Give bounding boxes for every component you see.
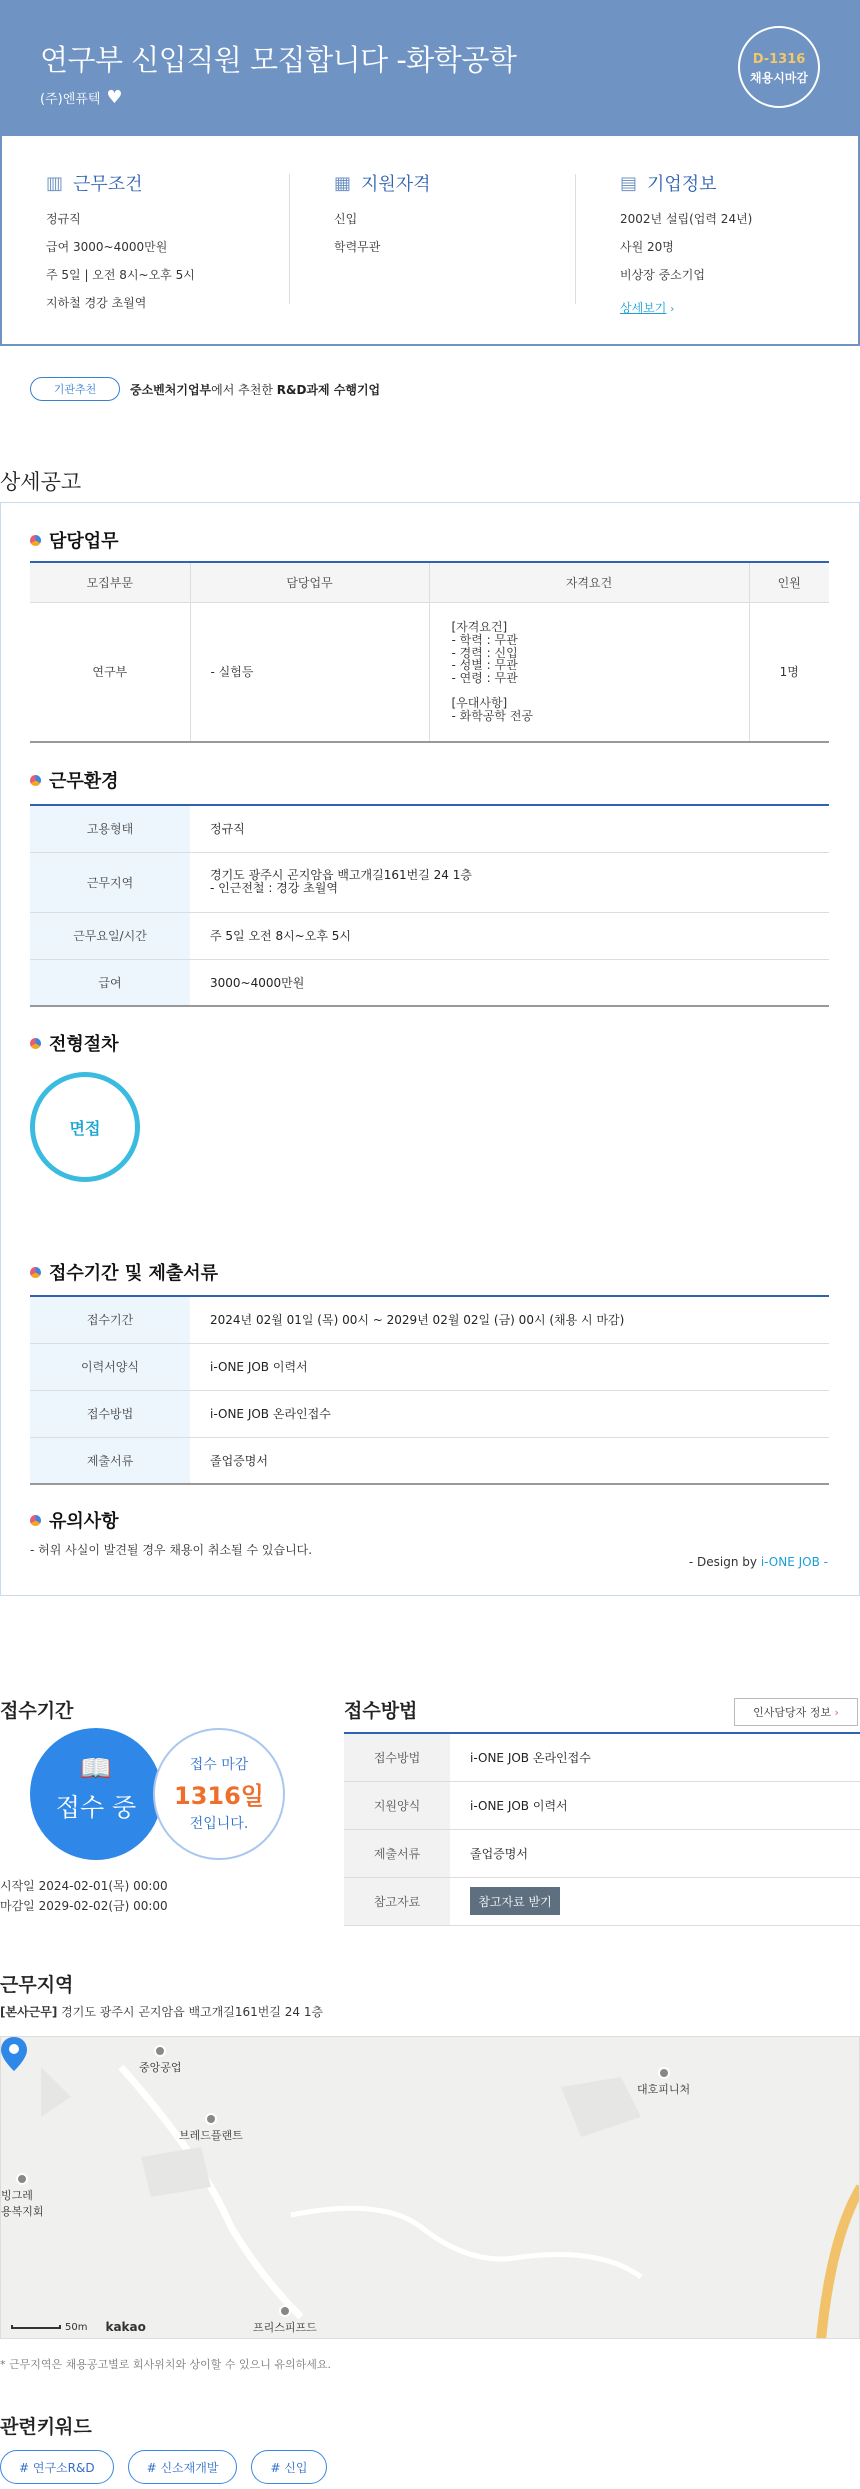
map-poi: 중앙공업 xyxy=(139,2045,182,2075)
company-info-item: 사원 20명 xyxy=(620,240,674,254)
duty-requirements: [자격요건] - 학력 : 무관 - 경력 : 신입 - 성별 : 무관 - 연령 : 무관 [우대사항] - 화학공학 전공 xyxy=(429,602,749,742)
process-step: 면접 xyxy=(30,1072,140,1182)
detail-section-title: 상세공고 xyxy=(0,470,82,494)
documents-table xyxy=(30,1295,829,1485)
map-pin-icon[interactable] xyxy=(1,2037,27,2071)
row-label: 이력서양식 xyxy=(30,1343,190,1390)
row-value: 졸업증명서 xyxy=(210,1453,268,1468)
dday-count: D-1316 xyxy=(752,52,806,67)
summary-company xyxy=(620,170,752,327)
table-row xyxy=(30,1343,829,1390)
status-circle xyxy=(30,1728,162,1860)
company-info-heading: 기업정보 xyxy=(647,174,717,195)
caution-text: - 허위 사실이 발견될 경우 채용이 취소될 수 있습니다. xyxy=(30,1543,313,1557)
agency-badge: 기관추천 xyxy=(30,377,120,401)
map-scale: 50m kakao xyxy=(11,2320,146,2334)
row-value: 3000~4000만원 xyxy=(210,975,305,990)
period-dates xyxy=(0,1876,168,1916)
design-prefix: - Design by xyxy=(688,1555,761,1569)
keyword-tag[interactable]: # 신입 xyxy=(251,2450,326,2484)
duty-task: - 실험등 xyxy=(190,602,429,742)
book-icon: 📖 xyxy=(79,1754,113,1784)
map-provider: kakao xyxy=(105,2320,146,2334)
keywords-heading: 관련키워드 xyxy=(0,2416,92,2438)
divider xyxy=(289,174,290,304)
row-value: 정규직 xyxy=(210,822,245,837)
summary-qualifications xyxy=(334,170,431,266)
job-title: 연구부 신입직원 모집합니다 -화학공학 xyxy=(40,43,517,77)
apply-heading: 접수방법 xyxy=(344,1700,418,1722)
qualifications-heading: 지원자격 xyxy=(361,174,431,195)
row-value: i-ONE JOB 이력서 xyxy=(210,1360,308,1374)
map-poi: 빙그레 용복지회 xyxy=(1,2173,44,2219)
keyword-tag[interactable]: # 신소재개발 xyxy=(128,2450,238,2484)
agency-mid: 에서 추천한 xyxy=(211,382,277,397)
start-date: 시작일 2024-02-01(목) 00:00 xyxy=(0,1879,168,1893)
row-label: 접수방법 xyxy=(30,1390,190,1437)
table-row xyxy=(30,959,829,1006)
agency-recommendation xyxy=(30,377,380,401)
map-poi: 브레드플랜트 xyxy=(179,2113,243,2143)
row-label: 제출서류 xyxy=(30,1437,190,1484)
condition-item: 지하철 경강 초월역 xyxy=(46,296,147,310)
row-label: 지원양식 xyxy=(344,1781,450,1829)
table-header xyxy=(30,562,829,602)
row-value: 졸업증명서 xyxy=(470,1846,528,1861)
caution-heading: 유의사항 xyxy=(30,1507,119,1533)
chevron-right-icon[interactable]: › xyxy=(670,304,675,315)
address-text: 경기도 광주시 곤지암읍 백고개길161번길 24 1층 xyxy=(57,2005,324,2019)
table-row xyxy=(30,805,829,852)
dday-badge xyxy=(738,26,820,108)
row-value: i-ONE JOB 온라인접수 xyxy=(210,1407,331,1421)
keyword-tag[interactable]: # 연구소R&D xyxy=(0,2450,114,2484)
period-heading: 접수기간 xyxy=(0,1700,74,1722)
heart-icon[interactable]: ♥ xyxy=(106,86,123,108)
map-roads xyxy=(1,2037,860,2339)
company-name-text[interactable]: (주)엔퓨텍 xyxy=(40,92,101,107)
table-row xyxy=(30,1390,829,1437)
location-address xyxy=(0,2003,323,2020)
job-header xyxy=(0,0,860,136)
building-icon: ▥ xyxy=(46,172,64,194)
condition-item: 급여 3000~4000만원 xyxy=(46,240,168,254)
table-row xyxy=(30,602,829,742)
row-value: i-ONE JOB 온라인접수 xyxy=(470,1750,591,1765)
environment-table xyxy=(30,804,829,1007)
row-label: 접수방법 xyxy=(344,1733,450,1781)
duty-heading: 담당업무 xyxy=(30,527,119,553)
condition-item: 정규직 xyxy=(46,212,81,226)
process-heading: 전형절차 xyxy=(30,1030,119,1056)
row-value: i-ONE JOB 이력서 xyxy=(470,1798,568,1813)
row-value: 2024년 02월 01일 (목) 00시 ~ 2029년 02월 02일 (금) 00시 (채용 시 마감) xyxy=(210,1313,625,1328)
bullet-icon xyxy=(30,1267,41,1278)
row-label: 근무지역 xyxy=(30,852,190,912)
row-value: 주 5일 오전 8시~오후 5시 xyxy=(210,929,351,943)
duty-department: 연구부 xyxy=(30,602,190,742)
hr-info-button[interactable]: 인사담당자 정보 › xyxy=(734,1698,858,1726)
status-text: 접수 중 xyxy=(55,1793,137,1822)
location-map[interactable] xyxy=(0,2036,860,2339)
company-name[interactable] xyxy=(40,88,123,107)
summary-conditions xyxy=(46,170,195,322)
table-row xyxy=(344,1781,860,1829)
table-row xyxy=(30,1437,829,1484)
deadline-suffix: 전입니다. xyxy=(189,1816,249,1832)
company-detail-link[interactable]: 상세보기 xyxy=(620,301,667,315)
column-header: 담당업무 xyxy=(190,562,429,602)
design-credit xyxy=(689,1555,828,1569)
duty-table xyxy=(30,561,829,743)
row-label: 고용형태 xyxy=(30,805,190,852)
job-summary xyxy=(0,136,860,346)
location-tag: [본사근무] xyxy=(0,2005,58,2019)
column-header: 인원 xyxy=(749,562,829,602)
row-label: 제출서류 xyxy=(344,1829,450,1877)
row-label: 근무요일/시간 xyxy=(30,912,190,959)
column-header: 모집부문 xyxy=(30,562,190,602)
row-value: 경기도 광주시 곤지암읍 백고개길161번길 24 1층 - 인근전철 : 경강 초월역 xyxy=(210,868,472,895)
table-row xyxy=(30,1296,829,1343)
map-poi: 프리스피프드 xyxy=(253,2305,317,2335)
keyword-list xyxy=(0,2450,327,2484)
end-date: 마감일 2029-02-02(금) 00:00 xyxy=(0,1899,168,1913)
duty-headcount: 1명 xyxy=(779,665,799,680)
chevron-right-icon: › xyxy=(834,1706,839,1719)
table-row xyxy=(344,1733,860,1781)
company-info-item: 비상장 중소기업 xyxy=(620,268,705,282)
design-brand: i-ONE JOB - xyxy=(760,1555,828,1569)
bullet-icon xyxy=(30,1038,41,1049)
table-row xyxy=(30,912,829,959)
row-label: 급여 xyxy=(30,959,190,1006)
qualification-item: 학력무관 xyxy=(334,240,381,254)
map-note: * 근무지역은 채용공고별로 회사위치와 상이할 수 있으니 유의하세요. xyxy=(0,2358,331,2371)
column-header: 자격요건 xyxy=(429,562,749,602)
bullet-icon xyxy=(30,535,41,546)
location-heading: 근무지역 xyxy=(0,1974,74,1996)
agency-org: 중소벤처기업부 xyxy=(130,382,212,397)
row-label: 참고자료 xyxy=(344,1877,450,1925)
company-info-item: 2002년 설립(업력 24년) xyxy=(620,212,753,226)
conditions-heading: 근무조건 xyxy=(73,174,143,195)
bullet-icon xyxy=(30,775,41,786)
calendar-icon: ▦ xyxy=(334,172,352,194)
row-label: 접수기간 xyxy=(30,1296,190,1343)
map-poi: 대호피니처 xyxy=(637,2067,690,2097)
download-reference-button[interactable]: 참고자료 받기 xyxy=(470,1887,560,1915)
table-row xyxy=(344,1829,860,1877)
apply-table xyxy=(344,1732,860,1926)
dday-status: 채용시마감 xyxy=(750,71,808,85)
bullet-icon xyxy=(30,1515,41,1526)
deadline-circle xyxy=(153,1728,285,1860)
environment-heading: 근무환경 xyxy=(30,767,119,793)
condition-item: 주 5일 | 오전 8시~오후 5시 xyxy=(46,268,195,282)
documents-heading: 접수기간 및 제출서류 xyxy=(30,1259,218,1285)
agency-tag: R&D과제 수행기업 xyxy=(276,382,381,397)
deadline-days: 1316일 xyxy=(174,1782,264,1810)
divider xyxy=(575,174,576,304)
table-row xyxy=(30,852,829,912)
deadline-label: 접수 마감 xyxy=(189,1757,249,1773)
qualification-item: 신입 xyxy=(334,212,358,226)
table-row xyxy=(344,1877,860,1925)
office-building-icon: ▤ xyxy=(620,172,638,194)
